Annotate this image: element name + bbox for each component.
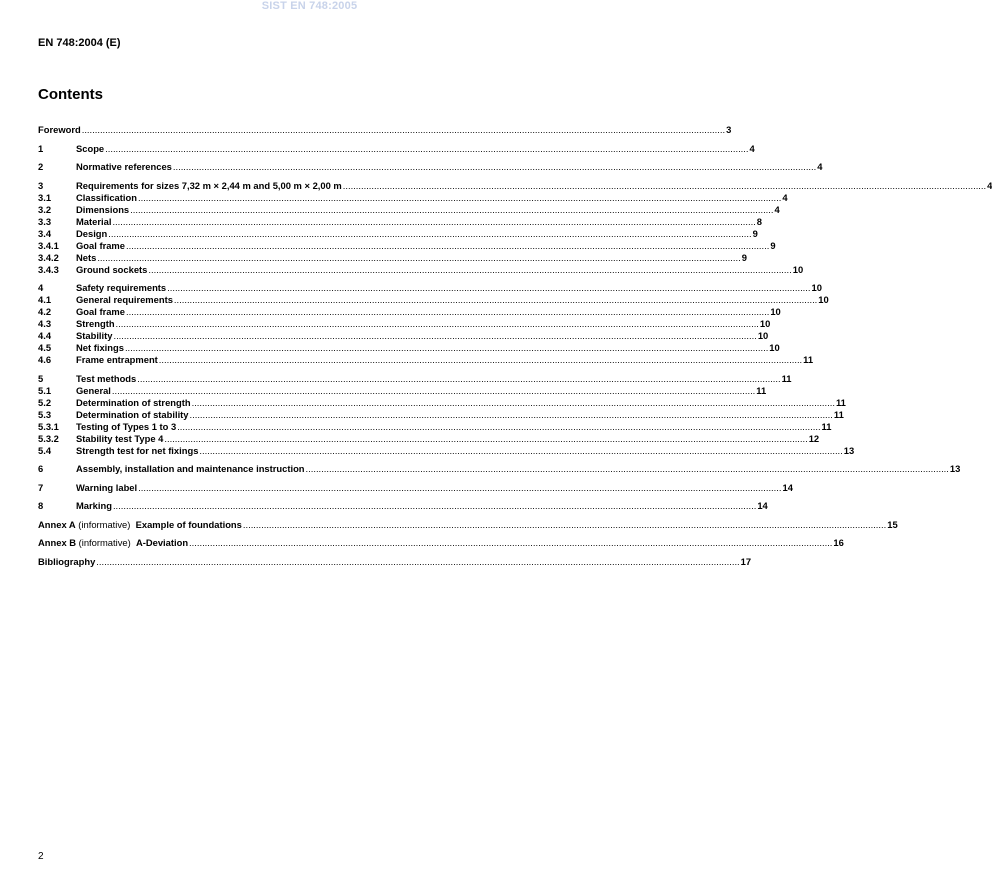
toc-entry-number: 3.4.2 [38,251,59,263]
toc-entry-page: 4 [817,161,823,172]
toc-entry-title: General requirements [76,294,173,305]
toc-entry-number: 4.2 [38,306,52,317]
toc-entry[interactable] [38,555,752,568]
toc-entry[interactable] [38,396,846,409]
toc-entry-number: 3.4 [38,227,52,239]
toc-entry-page: 11 [781,372,792,384]
toc-entry-number: 5.2 [38,396,52,408]
dot-leader: ....................................................................................................................................................................................................................................................... [112,215,756,227]
toc-entry-number: 3 [38,179,44,191]
toc-entry-title: Classification [76,191,137,203]
toc-entry-number: 5 [38,372,44,384]
dot-leader: ....................................................................................................................................................................................................................................................... [199,444,843,456]
dot-leader: ....................................................................................................................................................................................................................................................... [125,239,770,251]
dot-leader: ....................................................................................................................................................................................................................................................... [96,555,740,567]
toc-entry-number: 8 [38,500,44,511]
toc-entry-title: Goal frame [76,306,125,317]
toc-entry-title: Testing of Types 1 to 3 [76,420,177,432]
toc-entry-page: 11 [821,420,832,432]
dot-leader: ....................................................................................................................................................................................................................................................... [138,481,782,493]
dot-leader: ....................................................................................................................................................................................................................................................... [137,191,782,203]
page-number: 2 [38,851,44,862]
toc-entry-title: Dimensions [76,203,130,215]
toc-entry-title: Goal frame [76,239,125,251]
toc-entry-number: 4.4 [38,330,52,341]
toc-entry-page: 8 [756,215,763,227]
toc-entry[interactable] [38,432,820,445]
dot-leader: ....................................................................................................................................................................................................................................................... [177,420,821,432]
toc-entry[interactable] [38,251,747,264]
toc-entry-number: 4.5 [38,342,52,353]
toc-entry[interactable] [38,294,829,306]
toc-entry-title: Foreword [38,124,81,135]
toc-entry[interactable] [38,282,822,294]
toc-entry-number: 5.3 [38,408,52,420]
toc-entry-page: 11 [803,354,814,365]
document-id: EN 748:2004 (E) [38,37,121,49]
toc-entry-page: 14 [782,481,793,493]
toc-entry-number: 6 [38,463,44,474]
toc-entry-page: 10 [792,263,804,275]
toc-entry-title: Frame entrapment [76,354,158,365]
toc-entry[interactable] [38,318,771,330]
dot-leader: ....................................................................................................................................................................................................................................................... [124,342,769,353]
dot-leader: ....................................................................................................................................................................................................................................................... [164,432,808,444]
toc-entry-title: Normative references [76,161,172,172]
toc-entry[interactable] [38,481,793,494]
toc-entry[interactable] [38,191,788,204]
toc-entry[interactable] [38,124,732,136]
toc-entry-page: 17 [740,555,752,567]
toc-entry-number: 4 [38,282,44,293]
dot-leader: ....................................................................................................................................................................................................................................................... [167,282,811,293]
contents-heading: Contents [38,86,103,103]
toc-entry-title: Bibliography [38,555,96,567]
toc-entry-title: Test methods [76,372,137,384]
toc-entry-page: 9 [752,227,758,239]
toc-entry-title: Material [76,215,112,227]
toc-entry[interactable] [38,518,898,531]
toc-entry[interactable] [38,354,814,366]
toc-entry-title: Safety requirements [76,282,167,293]
toc-entry-title: Stability test Type 4 [76,432,164,444]
toc-entry-title: Annex B (informative) A-Deviation [38,537,189,548]
toc-entry-page: 10 [769,342,780,353]
dot-leader: ....................................................................................................................................................................................................................................................... [189,537,833,548]
toc-entry-page: 4 [987,179,992,191]
toc-entry-title: Annex A (informative) Example of foundations [38,518,242,530]
toc-entry-title: Ground sockets [76,263,148,275]
toc-entry[interactable] [38,384,767,397]
dot-leader: ....................................................................................................................................................................................................................................................... [105,142,749,154]
toc-entry-title: Strength [76,318,115,329]
dot-leader: ....................................................................................................................................................................................................................................................... [189,408,833,420]
toc-entry-title: Marking [76,500,112,511]
toc-entry-page: 10 [757,330,769,341]
toc-entry-title: Stability [76,330,113,341]
toc-entry[interactable] [38,342,780,354]
toc-entry[interactable] [38,537,844,549]
annex-informative-label: (informative) [76,537,136,548]
toc-entry-page: 12 [808,432,820,444]
toc-entry-page: 14 [757,500,768,511]
toc-entry-page: 15 [887,518,898,530]
watermark: SIST EN 748:2005 [261,0,358,12]
toc-entry[interactable] [38,408,844,421]
toc-entry[interactable] [38,227,758,240]
dot-leader: ....................................................................................................................................................................................................................................................... [342,179,987,191]
toc-entry[interactable] [38,444,855,457]
toc-entry[interactable] [38,420,832,433]
toc-entry-page: 10 [818,294,829,305]
toc-entry-number: 4.1 [38,294,52,305]
toc-entry-number: 5.3.1 [38,420,59,432]
toc-entry-page: 11 [756,384,767,396]
toc-entry-page: 10 [811,282,822,293]
dot-leader: ....................................................................................................................................................................................................................................................... [115,318,759,329]
toc-entry-title: Warning label [76,481,138,493]
toc-entry-page: 4 [782,191,788,203]
dot-leader: ....................................................................................................................................................................................................................................................... [242,518,887,530]
toc-entry-title: Determination of strength [76,396,191,408]
toc-entry-number: 2 [38,161,44,172]
toc-entry-page: 11 [835,396,846,408]
toc-entry[interactable] [38,306,781,318]
toc-entry-title: Requirements for sizes 7,32 m × 2,44 m and 5,00 m × 2,00 m [76,179,342,191]
dot-leader: ....................................................................................................................................................................................................................................................... [130,203,774,215]
toc-entry[interactable] [38,463,961,475]
toc-entry-title: Nets [76,251,97,263]
toc-entry-page: 9 [770,239,776,251]
toc-entry-page: 9 [741,251,747,263]
toc-entry-number: 3.4.1 [38,239,59,251]
toc-entry-page: 10 [759,318,771,329]
toc-entry-number: 3.2 [38,203,52,215]
toc-entry[interactable] [38,161,823,173]
toc-entry-title: Net fixings [76,342,124,353]
toc-entry[interactable] [38,239,776,252]
dot-leader: ....................................................................................................................................................................................................................................................... [113,330,757,341]
toc-entry-page: 4 [749,142,755,154]
toc-entry-page: 3 [726,124,732,135]
toc-entry-number: 1 [38,142,44,154]
toc-entry-page: 16 [833,537,844,548]
toc-entry-page: 11 [833,408,844,420]
dot-leader: ....................................................................................................................................................................................................................................................... [97,251,741,263]
toc-entry-number: 3.3 [38,215,52,227]
dot-leader: ....................................................................................................................................................................................................................................................... [108,227,752,239]
toc-entry[interactable] [38,500,768,512]
toc-entry-title: Scope [76,142,105,154]
toc-entry[interactable] [38,142,755,155]
annex-informative-label: (informative) [75,518,136,530]
dot-leader: ....................................................................................................................................................................................................................................................... [112,500,757,511]
toc-entry-number: 3.4.3 [38,263,59,275]
toc-entry[interactable] [38,330,769,342]
dot-leader: ....................................................................................................................................................................................................................................................... [191,396,835,408]
toc-entry-title: Design [76,227,108,239]
toc-entry-page: 10 [770,306,781,317]
dot-leader: ....................................................................................................................................................................................................................................................... [81,124,726,135]
toc-entry-number: 5.1 [38,384,52,396]
toc-entry-number: 5.3.2 [38,432,59,444]
dot-leader: ....................................................................................................................................................................................................................................................... [137,372,781,384]
toc-entry-number: 4.3 [38,318,52,329]
toc-entry-page: 13 [949,463,961,474]
dot-leader: ....................................................................................................................................................................................................................................................... [305,463,949,474]
toc-entry-title: General [76,384,111,396]
dot-leader: ....................................................................................................................................................................................................................................................... [148,263,792,275]
toc-entry-number: 5.4 [38,444,52,456]
toc-entry-page: 4 [774,203,780,215]
dot-leader: ....................................................................................................................................................................................................................................................... [172,161,817,172]
toc-entry[interactable] [38,263,804,276]
dot-leader: ....................................................................................................................................................................................................................................................... [173,294,818,305]
toc-entry-number: 4.6 [38,354,52,365]
dot-leader: ....................................................................................................................................................................................................................................................... [125,306,770,317]
toc-entry-title: Determination of stability [76,408,189,420]
table-of-contents [38,124,992,568]
toc-entry-page: 13 [843,444,855,456]
toc-entry[interactable] [38,372,792,385]
toc-entry-title: Strength test for net fixings [76,444,199,456]
toc-entry-title: Assembly, installation and maintenance instruction [76,463,305,474]
toc-entry-number: 7 [38,481,44,493]
dot-leader: ....................................................................................................................................................................................................................................................... [158,354,803,365]
toc-entry[interactable] [38,179,992,192]
toc-entry[interactable] [38,203,780,216]
toc-entry-number: 3.1 [38,191,52,203]
dot-leader: ....................................................................................................................................................................................................................................................... [111,384,756,396]
toc-entry[interactable] [38,215,763,228]
